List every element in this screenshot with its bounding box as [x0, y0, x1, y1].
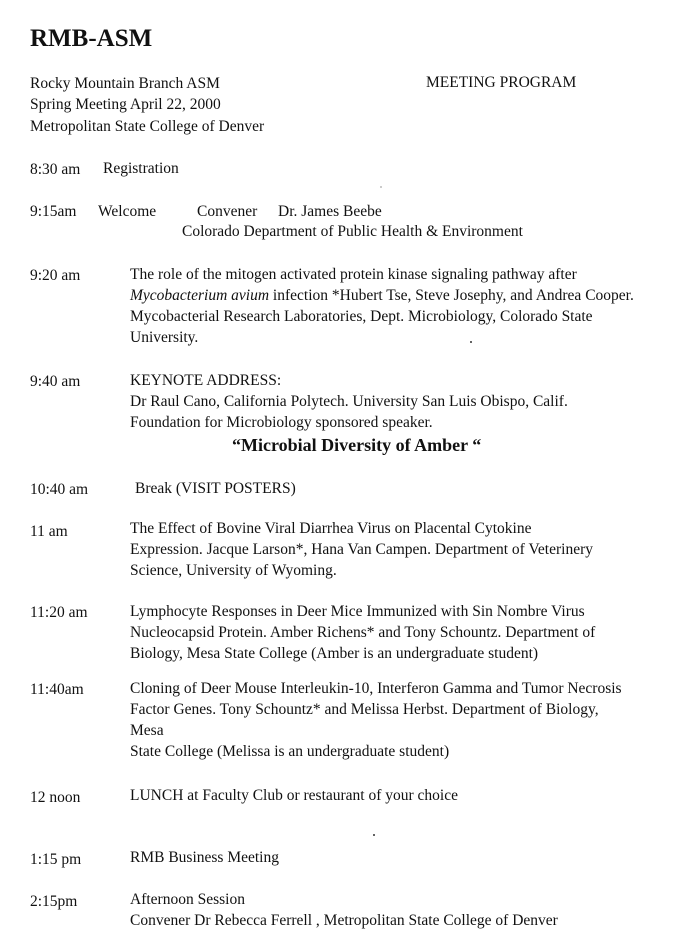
schedule-line: Break (VISIT POSTERS) — [135, 480, 296, 497]
schedule-item-keynote — [130, 370, 568, 457]
schedule-time: 11 am — [30, 523, 68, 540]
schedule-line: Dr Raul Cano, California Polytech. University San Luis Obispo, Calif. — [130, 393, 568, 410]
schedule-item-lymphocyte-talk — [130, 601, 595, 664]
document-title: RMB-ASM — [30, 25, 153, 52]
convener-name: Dr. James Beebe — [278, 203, 382, 220]
schedule-line: State College (Melissa is an undergraduate student) — [130, 743, 450, 760]
schedule-line: LUNCH at Faculty Club or restaurant of your choice — [130, 787, 458, 804]
convener-label: Convener — [197, 203, 258, 220]
schedule-line: RMB Business Meeting — [130, 849, 279, 866]
schedule-line: Mycobacterial Research Laboratories, Dept. Microbiology, Colorado State — [130, 308, 593, 325]
schedule-line: Factor Genes. Tony Schountz* and Melissa Herbst. Department of Biology, — [130, 701, 599, 718]
schedule-item-business-meeting — [130, 847, 279, 868]
schedule-time: 11:40am — [30, 681, 84, 698]
schedule-line — [130, 285, 634, 306]
schedule-line: Lymphocyte Responses in Deer Mice Immunized with Sin Nombre Virus — [130, 603, 585, 620]
schedule-item-bvdv-talk — [130, 518, 593, 581]
schedule-time: 1:15 pm — [30, 851, 82, 868]
schedule-line: Expression. Jacque Larson*, Hana Van Campen. Department of Veterinery — [130, 541, 593, 558]
schedule-time: 9:15am — [30, 203, 77, 220]
schedule-item-afternoon-session — [130, 889, 558, 931]
authors-text: infection *Hubert Tse, Steve Josephy, and Andrea Cooper. — [269, 287, 634, 304]
welcome-label: Welcome — [98, 203, 157, 220]
schedule-line: Cloning of Deer Mouse Interleukin-10, Interferon Gamma and Tumor Necrosis — [130, 680, 622, 697]
schedule-line: Mesa — [130, 722, 164, 739]
schedule-item-registration — [103, 158, 179, 179]
schedule-line: Science, University of Wyoming. — [130, 562, 337, 579]
schedule-time: 9:20 am — [30, 267, 81, 284]
meeting-venue: Metropolitan State College of Denver — [30, 118, 265, 135]
schedule-line: Biology, Mesa State College (Amber is an undergraduate student) — [130, 645, 539, 662]
schedule-time: 10:40 am — [30, 481, 89, 498]
schedule-time: 8:30 am — [30, 161, 81, 178]
schedule-item-mapk-talk — [130, 264, 634, 348]
schedule-line: Afternoon Session — [130, 891, 245, 908]
scan-speck — [380, 186, 382, 188]
schedule-line: KEYNOTE ADDRESS: — [130, 372, 282, 389]
schedule-line: The Effect of Bovine Viral Diarrhea Virus on Placental Cytokine — [130, 520, 532, 537]
schedule-time: 9:40 am — [30, 373, 81, 390]
schedule-line: Foundation for Microbiology sponsored speaker. — [130, 414, 433, 431]
organization-name: Rocky Mountain Branch ASM — [30, 75, 220, 92]
keynote-title: “Microbial Diversity of Amber “ — [232, 435, 482, 455]
program-label: MEETING PROGRAM — [426, 74, 577, 91]
scan-speck — [373, 834, 375, 836]
schedule-line: Nucleocapsid Protein. Amber Richens* and Tony Schountz. Department of — [130, 624, 596, 641]
schedule-line: University. — [130, 329, 199, 346]
convener-affiliation: Colorado Department of Public Health & Environment — [182, 223, 523, 240]
schedule-item-lunch — [130, 785, 458, 806]
schedule-item-break — [135, 478, 296, 499]
schedule-time: 12 noon — [30, 789, 81, 806]
schedule-line: The role of the mitogen activated protein kinase signaling pathway after — [130, 266, 577, 283]
schedule-line: Convener Dr Rebecca Ferrell , Metropolitan State College of Denver — [130, 912, 558, 929]
scan-speck — [470, 341, 472, 343]
schedule-line: Registration — [103, 160, 179, 177]
schedule-item-cloning-talk — [130, 678, 622, 762]
schedule-time: 2:15pm — [30, 893, 78, 910]
meeting-date: Spring Meeting April 22, 2000 — [30, 96, 221, 113]
organism-name: Mycobacterium avium — [130, 287, 270, 304]
schedule-time: 11:20 am — [30, 604, 88, 621]
